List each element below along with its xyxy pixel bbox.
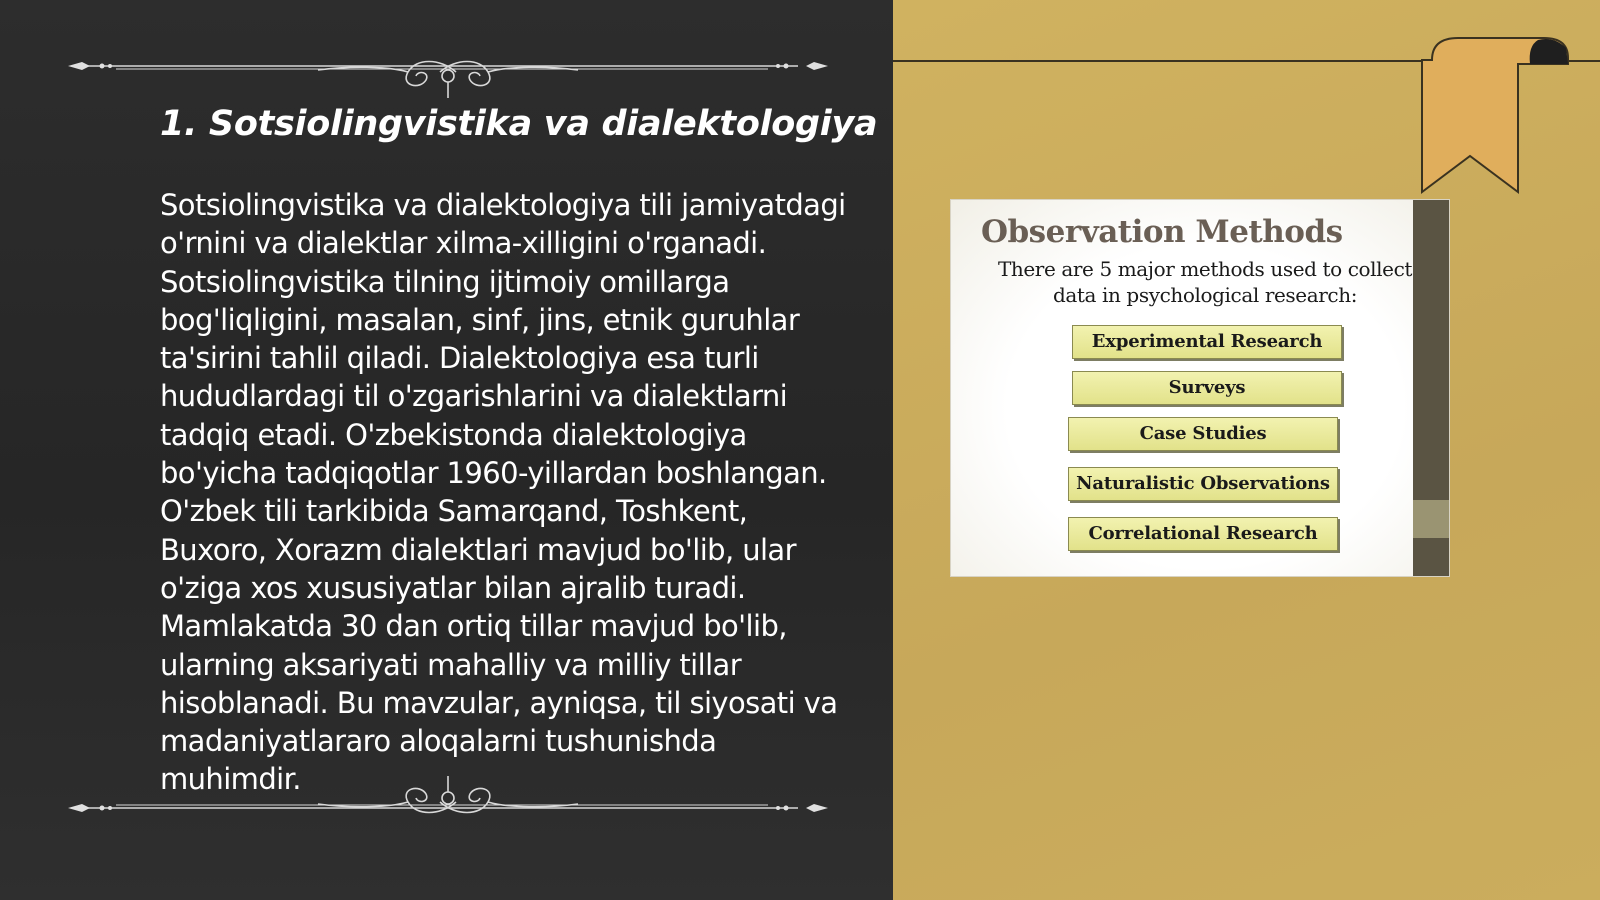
bottom-flourish-divider-icon [68,770,828,830]
image-sidebar-highlight [1413,500,1449,538]
top-flourish-divider-icon [68,42,828,102]
image-subtitle: There are 5 major methods used to collect data in psychological research: [997,257,1413,307]
method-experimental-research: Experimental Research [1072,325,1342,359]
slide-title: 1. Sotsiolingvistika va dialektologiya [160,104,878,144]
method-surveys: Surveys [1072,371,1342,405]
ribbon-bookmark-icon [1418,36,1578,201]
method-naturalistic-observations: Naturalistic Observations [1068,467,1338,501]
image-title: Observation Methods [981,214,1343,250]
method-case-studies: Case Studies [1068,417,1338,451]
method-correlational-research: Correlational Research [1068,517,1338,551]
slide-body-text: Sotsiolingvistika va dialektologiya tili jamiyatdagi o'rnini va dialektlar xilma-xilligini o'rganadi. Sotsiolingvistika tilning ijtimoiy omillarga bog'liqligini, masalan, sinf, jins, etnik guruhlar ta'sirini tahlil qiladi. Dialektologiya esa turli hududlardagi til o'zgarishlarini va dialektlarni tadqiq etadi. O'zbekistonda dialektologiya bo'yicha tadqiqotlar 1960-yillardan boshlangan. O'zbek tili tarkibida Samarqand, Toshkent, Buxoro, Xorazm dialektlari mavjud bo'lib, ular o'ziga xos xususiyatlar bilan ajralib turadi. Mamlakatda 30 dan ortiq tillar mavjud bo'lib, ularning aksariyati mahalliy va milliy tillar hisoblanadi. Bu mavzular, ayniqsa, til siyosati va madaniyatlararo aloqalarni tushunishda muhimdir. [160,188,846,797]
observation-methods-image [951,200,1449,576]
